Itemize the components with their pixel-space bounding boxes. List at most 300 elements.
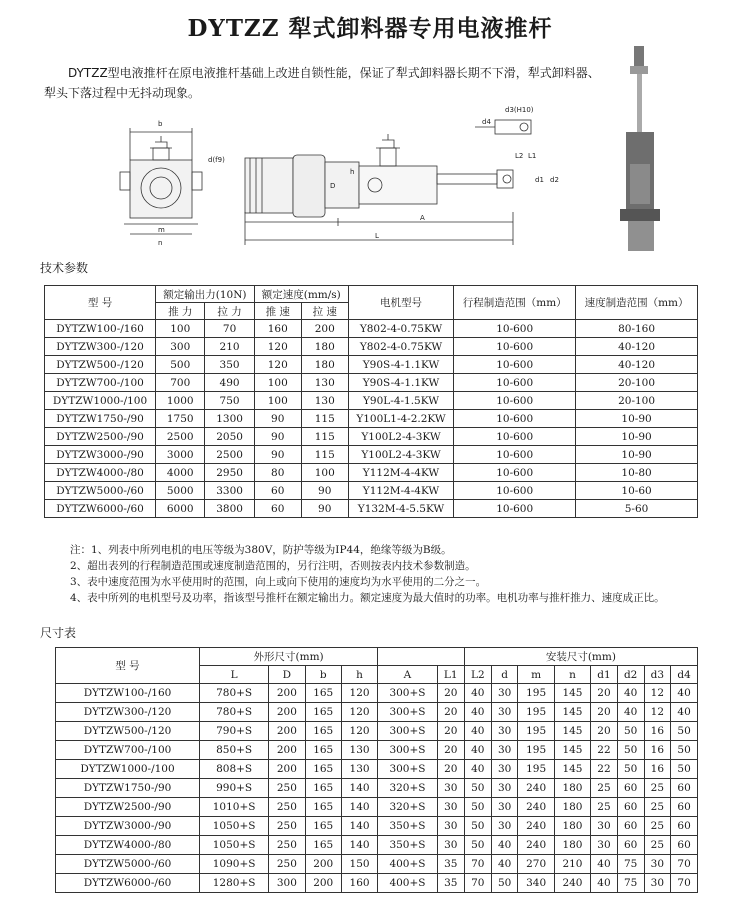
th-dim-col: L (200, 666, 269, 684)
table-cell: 100 (301, 464, 348, 482)
table-cell: 808+S (200, 760, 269, 779)
table-cell: DYTZW5000-/60 (56, 855, 200, 874)
note-1: 注：1、列表中所列电机的电压等级为380V，防护等级为IP44，绝缘等级为B级。 (70, 544, 452, 556)
th-dims-model: 型 号 (56, 648, 200, 684)
table-cell: 3300 (205, 482, 254, 500)
table-cell: 160 (341, 874, 377, 893)
table-cell: 180 (554, 779, 590, 798)
table-cell: 100 (254, 392, 301, 410)
table-cell: 145 (554, 741, 590, 760)
table-cell: 30 (491, 722, 518, 741)
table-cell: 70 (464, 874, 491, 893)
table-cell: 16 (644, 741, 671, 760)
table-cell: 350 (205, 356, 254, 374)
th-dim-col: d1 (591, 666, 618, 684)
table-cell: 40 (671, 684, 698, 703)
table-cell: 2500 (205, 446, 254, 464)
table-cell: 30 (491, 703, 518, 722)
table-cell: 40 (491, 855, 518, 874)
table-cell: 250 (269, 836, 305, 855)
table-cell: 145 (554, 684, 590, 703)
table-cell: 1010+S (200, 798, 269, 817)
table-cell: 60 (617, 836, 644, 855)
table-cell: 320+S (378, 798, 438, 817)
table-cell: 195 (518, 722, 554, 741)
table-cell: 10-600 (454, 374, 576, 392)
table-cell: 10-600 (454, 392, 576, 410)
table-cell: 165 (305, 722, 341, 741)
dims-table (55, 647, 698, 893)
table-cell: DYTZW700-/100 (56, 741, 200, 760)
label-b: b (158, 120, 163, 128)
table-cell: 130 (341, 741, 377, 760)
table-cell: Y90S-4-1.1KW (348, 374, 454, 392)
table-cell: 6000 (156, 500, 205, 518)
table-row (45, 482, 698, 500)
table-cell: 25 (644, 779, 671, 798)
table-cell: 50 (617, 722, 644, 741)
table-cell: 90 (254, 446, 301, 464)
table-cell: 25 (644, 798, 671, 817)
table-cell: 1050+S (200, 836, 269, 855)
table-cell: 10-60 (576, 482, 698, 500)
table-cell: 240 (518, 798, 554, 817)
table-cell: 1050+S (200, 817, 269, 836)
table-cell: DYTZW6000-/60 (56, 874, 200, 893)
table-cell: 35 (437, 874, 464, 893)
table-cell: 40 (591, 874, 618, 893)
table-cell: 3000 (156, 446, 205, 464)
table-cell: 60 (671, 779, 698, 798)
table-cell: 350+S (378, 817, 438, 836)
tech-section-title: 技术参数 (40, 261, 89, 275)
table-cell: DYTZW1750-/90 (45, 410, 156, 428)
table-cell: DYTZW300-/120 (56, 703, 200, 722)
table-cell: 145 (554, 760, 590, 779)
label-A: A (420, 214, 425, 222)
table-cell: 195 (518, 760, 554, 779)
table-cell: 5-60 (576, 500, 698, 518)
table-cell: 20 (437, 741, 464, 760)
table-cell: 16 (644, 722, 671, 741)
notes-block (70, 542, 710, 606)
label-D: D (330, 182, 336, 190)
table-row (45, 428, 698, 446)
table-cell: 40 (464, 760, 491, 779)
table-cell: DYTZW1000-/100 (56, 760, 200, 779)
table-cell: 20 (437, 760, 464, 779)
th-dim-col: L2 (464, 666, 491, 684)
table-cell: 40-120 (576, 338, 698, 356)
table-cell: 50 (671, 741, 698, 760)
table-cell: 50 (491, 874, 518, 893)
table-row (56, 855, 698, 874)
table-cell: 20 (591, 703, 618, 722)
table-cell: 40 (671, 703, 698, 722)
table-cell: 12 (644, 684, 671, 703)
table-cell: 270 (518, 855, 554, 874)
table-cell: Y90S-4-1.1KW (348, 356, 454, 374)
page-title: DYTZZ 犁式卸料器专用电液推杆 (187, 15, 553, 42)
table-cell: 60 (254, 482, 301, 500)
table-cell: 400+S (378, 855, 438, 874)
table-cell: 20 (437, 722, 464, 741)
table-cell: 10-600 (454, 410, 576, 428)
table-cell: 40 (617, 703, 644, 722)
table-cell: DYTZW1000-/100 (45, 392, 156, 410)
table-cell: 165 (305, 760, 341, 779)
th-dim-col: d (491, 666, 518, 684)
table-cell: 20 (437, 703, 464, 722)
table-cell: 50 (464, 779, 491, 798)
table-cell: 180 (301, 338, 348, 356)
table-cell: 80 (254, 464, 301, 482)
table-cell: 350+S (378, 836, 438, 855)
table-row (56, 836, 698, 855)
product-photo (600, 44, 680, 254)
table-cell: 300+S (378, 760, 438, 779)
table-cell: 165 (305, 836, 341, 855)
table-cell: 10-600 (454, 500, 576, 518)
table-cell: Y132M-4-5.5KW (348, 500, 454, 518)
th-dim-col: n (554, 666, 590, 684)
table-cell: DYTZW500-/120 (45, 356, 156, 374)
table-cell: 4000 (156, 464, 205, 482)
table-cell: 10-90 (576, 446, 698, 464)
table-cell: 780+S (200, 684, 269, 703)
table-cell: DYTZW500-/120 (56, 722, 200, 741)
table-cell: 20 (437, 684, 464, 703)
table-cell: 300 (269, 874, 305, 893)
table-cell: 300+S (378, 684, 438, 703)
table-cell: 10-600 (454, 464, 576, 482)
table-cell: 40 (464, 722, 491, 741)
table-cell: 210 (554, 855, 590, 874)
table-cell: 30 (644, 874, 671, 893)
table-cell: 75 (617, 874, 644, 893)
table-cell: 30 (437, 836, 464, 855)
note-4: 4、表中所列的电机型号及功率，指该型号推杆在额定输出力。额定速度为最大值时的功率。电机功率与推杆推力、速度成正比。 (70, 592, 665, 604)
table-cell: 200 (269, 760, 305, 779)
table-cell: DYTZW700-/100 (45, 374, 156, 392)
table-cell: 30 (491, 760, 518, 779)
table-cell: 240 (554, 874, 590, 893)
table-cell: 50 (671, 760, 698, 779)
th-speed: 额定速度(mm/s) (254, 286, 348, 303)
table-cell: 250 (269, 798, 305, 817)
dims-table-body (56, 684, 698, 893)
table-cell: DYTZW4000-/80 (56, 836, 200, 855)
table-cell: 200 (269, 703, 305, 722)
table-cell: 40 (617, 684, 644, 703)
th-blank (378, 648, 465, 666)
table-cell: 30 (591, 817, 618, 836)
table-cell: 30 (491, 684, 518, 703)
table-row (56, 722, 698, 741)
table-cell: 70 (205, 320, 254, 338)
table-cell: 165 (305, 703, 341, 722)
table-cell: 40 (491, 836, 518, 855)
table-row (56, 798, 698, 817)
table-cell: 60 (617, 798, 644, 817)
table-cell: 90 (301, 482, 348, 500)
th-dim-col: h (341, 666, 377, 684)
table-cell: 990+S (200, 779, 269, 798)
table-cell: DYTZW100-/160 (45, 320, 156, 338)
table-cell: 40-120 (576, 356, 698, 374)
table-cell: 50 (464, 798, 491, 817)
table-cell: 10-600 (454, 356, 576, 374)
table-cell: DYTZW100-/160 (56, 684, 200, 703)
table-cell: 16 (644, 760, 671, 779)
table-cell: 180 (301, 356, 348, 374)
table-cell: 120 (254, 338, 301, 356)
table-cell: 90 (254, 428, 301, 446)
table-cell: 100 (156, 320, 205, 338)
table-cell: 90 (301, 500, 348, 518)
table-cell: 320+S (378, 779, 438, 798)
table-cell: 200 (269, 741, 305, 760)
th-dim-col: m (518, 666, 554, 684)
table-cell: 240 (518, 817, 554, 836)
th-motor: 电机型号 (348, 286, 454, 320)
table-cell: 250 (269, 817, 305, 836)
label-h: h (350, 168, 355, 176)
table-cell: DYTZW5000-/60 (45, 482, 156, 500)
table-cell: 1300 (205, 410, 254, 428)
table-cell: DYTZW2500-/90 (56, 798, 200, 817)
th-pull: 拉 力 (205, 303, 254, 320)
table-cell: 35 (437, 855, 464, 874)
table-cell: 30 (591, 836, 618, 855)
tech-table (44, 285, 698, 518)
table-cell: 2500 (156, 428, 205, 446)
table-cell: 140 (341, 798, 377, 817)
table-cell: 1090+S (200, 855, 269, 874)
table-row (56, 703, 698, 722)
dims-section-title: 尺寸表 (40, 626, 77, 640)
table-cell: 30 (491, 798, 518, 817)
note-3: 3、表中速度范围为水平使用时的范围，向上或向下使用的速度均为水平使用的二分之一。 (70, 576, 487, 588)
table-cell: 70 (671, 855, 698, 874)
table-cell: 2950 (205, 464, 254, 482)
label-L2: L2 (515, 152, 524, 160)
table-cell: 150 (341, 855, 377, 874)
table-row (45, 392, 698, 410)
table-cell: 195 (518, 684, 554, 703)
table-cell: DYTZW4000-/80 (45, 464, 156, 482)
table-cell: 1000 (156, 392, 205, 410)
table-cell: 40 (464, 741, 491, 760)
table-cell: 25 (644, 817, 671, 836)
table-row (45, 410, 698, 428)
label-d-f9: d(f9) (208, 156, 225, 164)
table-cell: 70 (464, 855, 491, 874)
table-cell: 340 (518, 874, 554, 893)
table-cell: 300+S (378, 703, 438, 722)
table-cell: 250 (269, 855, 305, 874)
table-cell: 120 (341, 722, 377, 741)
table-row (56, 874, 698, 893)
table-cell: 200 (301, 320, 348, 338)
table-cell: DYTZW1750-/90 (56, 779, 200, 798)
label-L1: L1 (528, 152, 537, 160)
table-cell: 90 (254, 410, 301, 428)
table-cell: 200 (269, 722, 305, 741)
table-cell: 40 (464, 703, 491, 722)
table-cell: 22 (591, 760, 618, 779)
table-cell: 300+S (378, 741, 438, 760)
table-cell: 130 (341, 760, 377, 779)
table-cell: Y100L1-4-2.2KW (348, 410, 454, 428)
table-cell: DYTZW3000-/90 (45, 446, 156, 464)
table-cell: 60 (671, 817, 698, 836)
table-cell: 30 (437, 817, 464, 836)
table-cell: 10-600 (454, 320, 576, 338)
table-cell: 5000 (156, 482, 205, 500)
table-cell: 210 (205, 338, 254, 356)
table-cell: 30 (491, 779, 518, 798)
label-d4: d4 (482, 118, 491, 126)
table-cell: 30 (644, 855, 671, 874)
table-row (56, 779, 698, 798)
table-cell: DYTZW2500-/90 (45, 428, 156, 446)
table-cell: 180 (554, 798, 590, 817)
table-cell: 50 (464, 817, 491, 836)
table-cell: 490 (205, 374, 254, 392)
table-cell: 60 (671, 798, 698, 817)
th-dim-col: b (305, 666, 341, 684)
table-cell: 180 (554, 836, 590, 855)
th-push-speed: 推 速 (254, 303, 301, 320)
table-cell: 130 (301, 392, 348, 410)
table-cell: 400+S (378, 874, 438, 893)
table-cell: 130 (301, 374, 348, 392)
label-L: L (375, 232, 379, 240)
table-row (45, 356, 698, 374)
th-model: 型 号 (45, 286, 156, 320)
table-cell: 75 (617, 855, 644, 874)
table-row (56, 741, 698, 760)
table-cell: 300+S (378, 722, 438, 741)
table-cell: 20 (591, 722, 618, 741)
table-cell: Y100L2-4-3KW (348, 428, 454, 446)
table-cell: 250 (269, 779, 305, 798)
table-cell: 10-80 (576, 464, 698, 482)
table-cell: 30 (491, 817, 518, 836)
table-cell: 115 (301, 410, 348, 428)
table-cell: 200 (305, 874, 341, 893)
th-force: 额定输出力(10N) (156, 286, 255, 303)
intro-paragraph: DYTZZ型电液推杆在原电液推杆基础上改进自锁性能，保证了犁式卸料器长期不下滑，犁式卸料器、犁头下落过程中无抖动现象。 (44, 66, 600, 100)
table-row (45, 374, 698, 392)
table-cell: 165 (305, 741, 341, 760)
table-row (45, 500, 698, 518)
table-cell: 25 (644, 836, 671, 855)
table-cell: 70 (671, 874, 698, 893)
table-cell: 80-160 (576, 320, 698, 338)
table-cell: 60 (617, 817, 644, 836)
table-cell: 22 (591, 741, 618, 760)
table-cell: 1280+S (200, 874, 269, 893)
table-cell: 25 (591, 779, 618, 798)
table-cell: 165 (305, 684, 341, 703)
th-dim-col: d3 (644, 666, 671, 684)
table-cell: 200 (305, 855, 341, 874)
table-cell: 180 (554, 817, 590, 836)
table-cell: 50 (617, 760, 644, 779)
table-row (45, 446, 698, 464)
table-cell: 160 (254, 320, 301, 338)
th-dim-col: A (378, 666, 438, 684)
table-cell: 750 (205, 392, 254, 410)
table-cell: Y802-4-0.75KW (348, 338, 454, 356)
table-cell: 12 (644, 703, 671, 722)
table-cell: 25 (591, 798, 618, 817)
table-cell: 140 (341, 779, 377, 798)
th-stroke: 行程制造范围（mm） (454, 286, 576, 320)
table-cell: 850+S (200, 741, 269, 760)
table-cell: 120 (254, 356, 301, 374)
th-dim-col: d2 (617, 666, 644, 684)
technical-drawing (110, 100, 570, 250)
table-cell: 20 (591, 684, 618, 703)
table-cell: 30 (491, 741, 518, 760)
label-n: n (158, 239, 163, 247)
table-cell: 50 (671, 722, 698, 741)
th-install: 安装尺寸(mm) (464, 648, 697, 666)
table-cell: 240 (518, 836, 554, 855)
table-cell: 140 (341, 817, 377, 836)
table-cell: 500 (156, 356, 205, 374)
table-row (45, 338, 698, 356)
table-cell: 165 (305, 798, 341, 817)
table-cell: 3800 (205, 500, 254, 518)
table-cell: 780+S (200, 703, 269, 722)
table-cell: 100 (254, 374, 301, 392)
table-cell: 120 (341, 703, 377, 722)
table-cell: 10-90 (576, 410, 698, 428)
table-cell: Y112M-4-4KW (348, 464, 454, 482)
label-d2: d2 (550, 176, 559, 184)
th-outer: 外形尺寸(mm) (200, 648, 378, 666)
table-cell: Y802-4-0.75KW (348, 320, 454, 338)
table-cell: 115 (301, 446, 348, 464)
th-push: 推 力 (156, 303, 205, 320)
label-d3: d3(H10) (505, 106, 534, 114)
table-cell: 60 (254, 500, 301, 518)
table-cell: 165 (305, 817, 341, 836)
table-cell: Y112M-4-4KW (348, 482, 454, 500)
tech-table-body (45, 320, 698, 518)
table-cell: 145 (554, 722, 590, 741)
th-speed-range: 速度制造范围（mm） (576, 286, 698, 320)
table-cell: 115 (301, 428, 348, 446)
table-cell: 40 (591, 855, 618, 874)
table-cell: 10-90 (576, 428, 698, 446)
table-cell: Y100L2-4-3KW (348, 446, 454, 464)
table-row (45, 320, 698, 338)
table-cell: 140 (341, 836, 377, 855)
table-cell: 10-600 (454, 482, 576, 500)
table-cell: 60 (617, 779, 644, 798)
table-cell: 20-100 (576, 374, 698, 392)
table-cell: DYTZW3000-/90 (56, 817, 200, 836)
table-cell: DYTZW300-/120 (45, 338, 156, 356)
table-cell: 10-600 (454, 446, 576, 464)
table-cell: 240 (518, 779, 554, 798)
table-cell: 145 (554, 703, 590, 722)
